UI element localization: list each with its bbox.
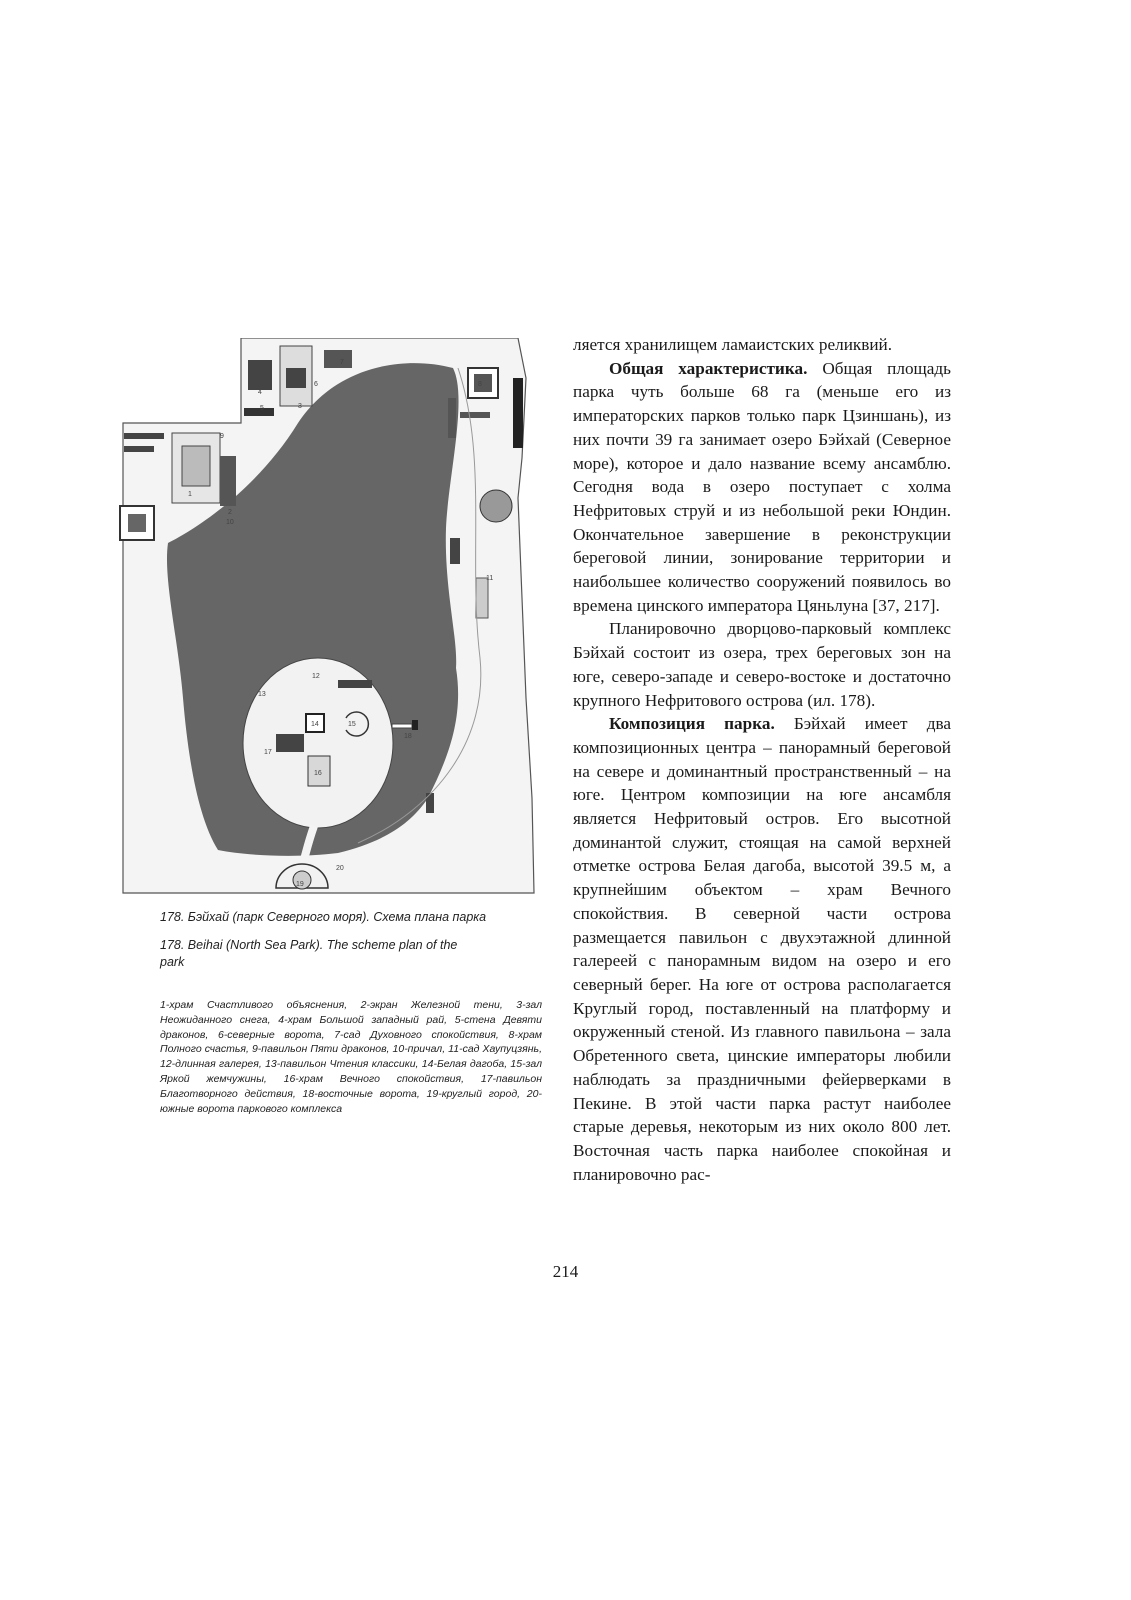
paragraph-2 bbox=[573, 357, 951, 618]
plan-label-13: 13 bbox=[258, 691, 266, 698]
plan-label-7: 7 bbox=[340, 359, 344, 366]
paragraph-1: ляется хранилищем ламаистских реликвий. bbox=[573, 335, 893, 354]
figure-caption-ru: 178. Бэйхай (парк Северного моря). Схема плана парка bbox=[160, 910, 487, 924]
plan-label-1: 1 bbox=[188, 491, 192, 498]
plan-label-18: 18 bbox=[404, 733, 412, 740]
plan-label-15: 15 bbox=[348, 721, 356, 728]
park-plan-figure bbox=[108, 338, 538, 898]
plan-label-20: 20 bbox=[336, 865, 344, 872]
page-number: 214 bbox=[552, 1262, 579, 1281]
paragraph-4-body: Бэйхай имеет два композиционных центра – панорамный береговой на севере и доминантный пространственный – на юге. Центром композиции на юге ансамбля является Нефритовый остров. Его высотной доминантой служит, стоящая на самой верхней отметке острова Белая дагоба, высотой 39.5 м, а крупнейшим объектом – храм Вечного спокойствия. В северной части острова размещается павильон с двухэтажной длинной галереей с панорамным видом на озеро и его северный берег. На юге от острова располагается Круглый город, поставленный на платформу и окруженный стеной. Из главного павильона – зала Обретенного света, цинские императоры любили наблюдать за праздничными фейерверками в Пекине. В этой части парка растут наиболее старые деревья, некоторым из них около 800 лет. Восточная часть парка наиболее спокойная и планировочно рас- bbox=[573, 714, 951, 1184]
plan-label-5: 5 bbox=[260, 405, 264, 412]
plan-label-11: 11 bbox=[486, 575, 494, 582]
east-bridge bbox=[392, 724, 412, 728]
figure-caption-en: 178. Beihai (North Sea Park). The scheme plan of the park bbox=[160, 938, 458, 969]
plan-label-14: 14 bbox=[311, 721, 319, 728]
plan-label-4: 4 bbox=[258, 389, 262, 396]
nw-temple-block bbox=[248, 360, 272, 390]
paragraph-4 bbox=[573, 712, 951, 1186]
plan-label-19: 19 bbox=[296, 881, 304, 888]
paragraph-3: Планировочно дворцово-парковый комплекс Бэйхай состоит из озера, трех береговых зон на юге, северо-западе и северо-востоке и достаточно крупного Нефритового острова (ил. 178). bbox=[573, 619, 951, 710]
plan-label-10: 10 bbox=[226, 519, 234, 526]
plan-label-8: 8 bbox=[478, 381, 482, 388]
plan-label-3: 3 bbox=[298, 403, 302, 410]
plan-label-17: 17 bbox=[264, 749, 272, 756]
plan-label-6: 6 bbox=[314, 381, 318, 388]
heading-composition: Композиция парка. bbox=[609, 714, 775, 734]
paragraph-2-body: Общая площадь парка чуть больше 68 га (меньше его из императорских парков только парк Цзиншань), из них почти 39 га занимает озеро Бэйхай (Северное море), которое и дало название всему ансамблю. Сегодня вода в озеро поступает с холма Нефритовых струй и из небольшой реки Юндин. Окончательное завершение в реконструкции береговой линии, зонирование территории и наибольшее количество сооружений появилось во времена цинского императора Цяньлуна [37, 217]. bbox=[573, 358, 951, 615]
plan-label-9: 9 bbox=[220, 433, 224, 440]
plan-label-12: 12 bbox=[312, 673, 320, 680]
plan-label-16: 16 bbox=[314, 770, 322, 777]
plan-label-2: 2 bbox=[228, 509, 232, 516]
figure-legend: 1-храм Счастливого объяснения, 2-экран Железной тени, 3-зал Неожиданного снега, 4-храм Большой западный рай, 5-стена Девяти драконов, 6-северные ворота, 7-сад Духовного спокойствия, 8-храм Полного счастья, 9-павильон Пяти драконов, 10-причал, 11-сад Хаупуцзянь, 12-длинная галерея, 13-павильон Чтения классики, 14-Белая дагоба, 15-зал Яркой жемчужины, 16-храм Вечного спокойствия, 17-павильон Благотворного действия, 18-восточные ворота, 19-круглый город, 20-южные ворота паркового комплекса bbox=[160, 999, 542, 1115]
heading-general: Общая характеристика. bbox=[609, 358, 808, 378]
body-text bbox=[573, 333, 951, 1186]
